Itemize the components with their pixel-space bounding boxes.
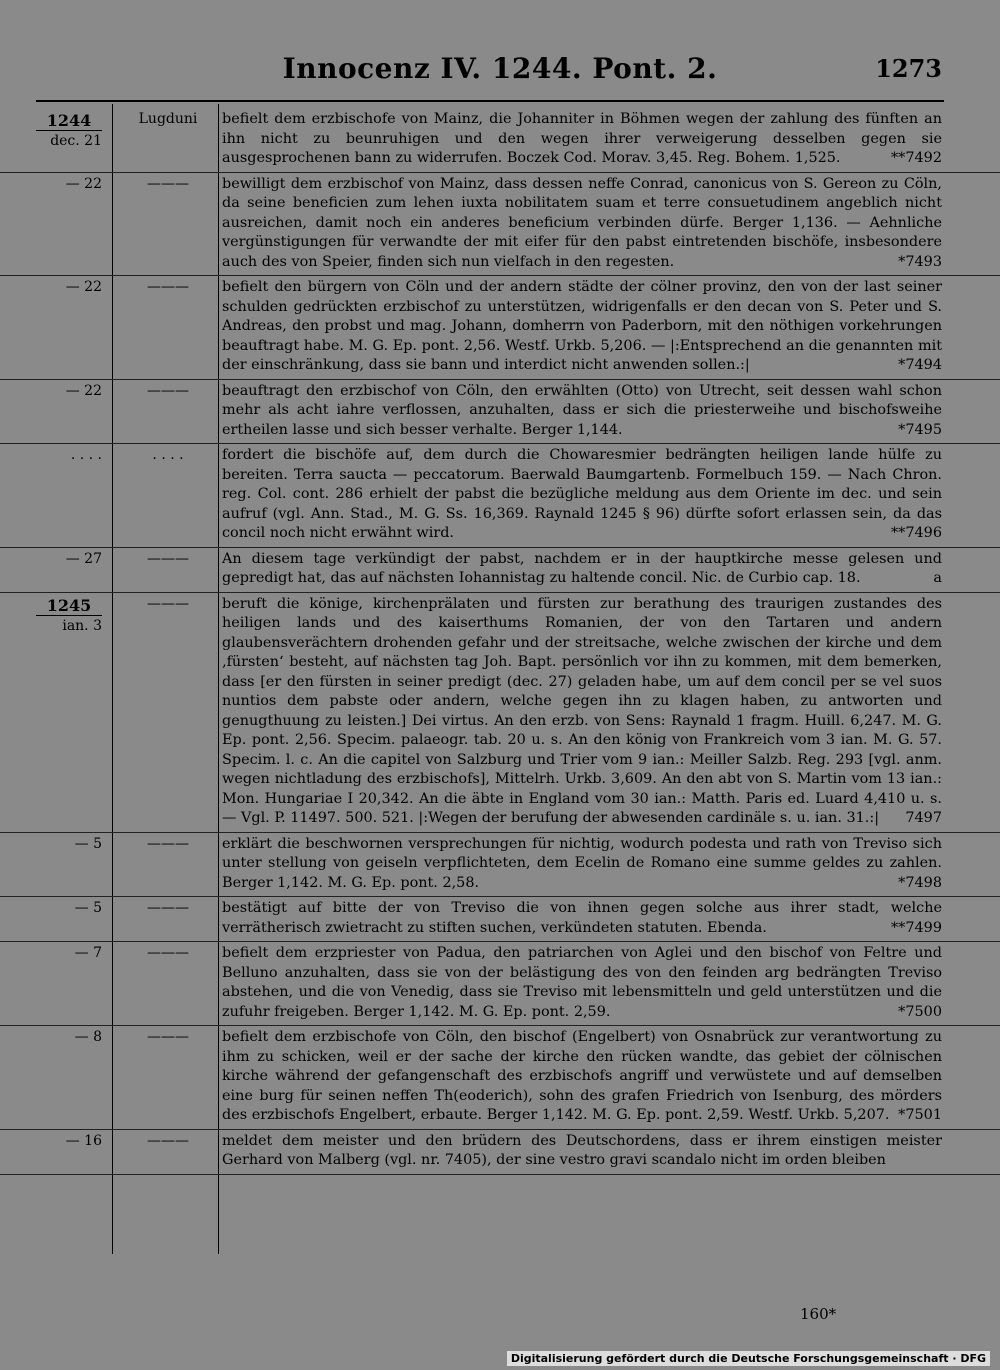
- regest-number: **7496: [890, 525, 942, 541]
- entry-place: ———: [147, 382, 189, 399]
- entry-row: [0, 108, 1000, 173]
- entry-row: [0, 380, 1000, 445]
- entry-date-text: . . . .: [70, 447, 102, 463]
- entry-text: fordert die bischöfe auf, dem durch die Chowaresmier bedrängten heiligen lande hülfe zu bereiten. Terra saucta — peccatorum. Baerwald Baumgartenb. Formelbuch 159. — Nach Chron. reg. Col. cont. 286 erhielt der pabst die bezügliche meldung aus dem Oriente im dec. und sein aufruf (vgl. Ann. Stad., M. G. Ss. 16,369. Raynald 1245 § 96) dürfte sofort erlassen sein, da das concil noch nicht erwähnt wird.: [222, 447, 942, 541]
- entry-text-block: [222, 548, 942, 592]
- regest-number: **7499: [890, 919, 942, 936]
- regest-number: *7500: [898, 1003, 942, 1020]
- entry-row: [0, 942, 1000, 1026]
- entry-date-text: — 27: [65, 550, 102, 567]
- entry-text-block: [222, 897, 942, 941]
- entry-text: beauftragt den erzbischof von Cöln, den erwählten (Otto) von Utrecht, seit dessen wahl schon mehr als acht iahre verflossen, anzuhalten, dass er sich die priesterweihe und bischofsweihe ertheilen lasse und sich besser verhalte. Berger 1,144.: [222, 382, 942, 438]
- entry-row: [0, 276, 1000, 380]
- entry-place: ———: [147, 900, 189, 916]
- page-title: Innocenz IV. 1244. Pont. 2.: [282, 52, 718, 85]
- entry-date: [36, 111, 102, 149]
- entry-text: bewilligt dem erzbischof von Mainz, dass dessen neffe Conrad, canonicus von S. Gereon zu Cöln, da seine beneficien zum lehen iuxta nobilitatem suam et terre consuetudinem angeblich nicht ausreichen, damit noch ein anderes beneficium verbinden dürfe. Berger 1,136. — Aehnliche vergünstigungen für verwandte der mit eifer für den pabst eintretenden bischöfe, insbesondere auch des von Speier, finden sich nun vielfach in den regesten.: [222, 175, 942, 270]
- entry-text-block: [222, 108, 942, 172]
- entry-row: [0, 897, 1000, 942]
- entry-text-block: [222, 942, 942, 1025]
- entry-date: [36, 279, 102, 295]
- entry-date-text: — 5: [74, 835, 102, 852]
- entry-text: befielt dem erzbischofe von Mainz, die Johanniter in Böhmen wegen der zahlung des fünften an ihn nicht zu beunruhigen und den wegen ihrer verweigerung desselben gegen sie ausgesprochenen bann zu widerrufen. Boczek Cod. Morav. 3,45. Reg. Bohem. 1,525.: [222, 111, 942, 166]
- entry-text-block: [222, 593, 942, 832]
- entry-row: [0, 173, 1000, 277]
- running-head: [0, 52, 1000, 92]
- regest-number: a: [933, 570, 942, 586]
- entry-place: ———: [147, 1029, 189, 1045]
- regesta-entries: [0, 108, 1000, 1175]
- entry-date: [36, 447, 102, 463]
- entry-date-text: dec. 21: [50, 133, 102, 149]
- entry-place: . . . .: [152, 447, 184, 463]
- page-number: 1273: [875, 54, 942, 83]
- entry-text: erklärt die beschwornen versprechungen für nichtig, wodurch podesta und rath von Treviso sich unter stellung von geiseln verpflichteten, dem Ecelin de Romano eine summe geldes zu zahlen. Berger 1,142. M. G. Ep. pont. 2,58.: [222, 835, 942, 891]
- entry-date: [36, 383, 102, 399]
- entry-row: [0, 444, 1000, 548]
- entry-date: [36, 900, 102, 916]
- entry-date: [36, 836, 102, 852]
- signature-mark: 160*: [800, 1305, 837, 1323]
- digitization-credit[interactable]: Digitalisierung gefördert durch die Deutsche Forschungsgemeinschaft · DFG: [507, 1351, 990, 1366]
- entry-row: [0, 593, 1000, 833]
- entry-place: ———: [147, 595, 189, 612]
- entry-place: Lugduni: [138, 111, 198, 127]
- entry-text: befielt den bürgern von Cöln und der andern städte der cölner provinz, den von der last seiner schulden gedrückten erzbischof zu unterstützen, widrigenfalls er den decan von S. Peter und S. Andreas, den probst und mag. Johann, domherrn von Paderborn, mit den nöthigen vorkehrungen beauftragt habe. M. G. Ep. pont. 2,56. Westf. Urkb. 5,206. — |:Entsprechend an die genannten mit der einschränkung, dass sie bann und interdict nicht anwenden sollen.:|: [222, 279, 942, 373]
- entry-date: [36, 945, 102, 961]
- entry-text-block: [222, 380, 942, 444]
- entry-text: befielt dem erzpriester von Padua, den patriarchen von Aglei und den bischof von Feltre und Belluno anzuhalten, dass sie von der belästigung des von den feinden arg bedrängten Treviso abstehen, und die von Venedig, dass sie Treviso mit lebensmitteln und geld unterstützen und die zufuhr freigeben. Berger 1,142. M. G. Ep. pont. 2,59.: [222, 945, 942, 1020]
- entry-date-text: ian. 3: [62, 617, 102, 634]
- entry-date-text: — 22: [65, 382, 102, 399]
- entry-date: [36, 596, 102, 634]
- entry-date-text: — 22: [65, 279, 102, 295]
- regest-number: *7495: [898, 421, 942, 438]
- entry-text-block: [222, 1026, 942, 1129]
- entry-date: [36, 1133, 102, 1149]
- entry-text-block: [222, 833, 942, 897]
- entry-date-text: — 5: [74, 900, 102, 916]
- entry-date: [36, 1029, 102, 1045]
- entry-text: meldet dem meister und den brüdern des Deutschordens, dass er ihrem einstigen meister Gerhard von Malberg (vgl. nr. 7405), der sine vestro gravi scandalo nicht im orden bleiben: [222, 1132, 942, 1168]
- entry-text: befielt dem erzbischofe von Cöln, den bischof (Engelbert) von Osnabrück zur verantwortung zu ihm zu schicken, weil er der sache der kirche den rücken wandte, das gebiet der cölnischen kirche während der gefangenschaft des erzbischofs angriff und verwüstete und auf demselben eine burg für seinen neffen Th(eoderich), sohn des grafen Friedrich von Isenburg, des mörders des erzbischofs Engelbert, erbaute. Berger 1,142. M. G. Ep. pont. 2,59. Westf. Urkb. 5,207.: [222, 1029, 942, 1123]
- entry-place: ———: [147, 835, 189, 852]
- entry-text: bestätigt auf bitte der von Treviso die von ihnen gegen solche aus ihrer stadt, welche verrätherisch zwietracht zu stiften suchen, verkündeten statuten. Ebenda.: [222, 900, 942, 936]
- regest-number: *7501: [898, 1107, 942, 1123]
- regest-number: **7492: [890, 150, 942, 166]
- entry-place: ———: [147, 175, 189, 192]
- entry-date: [36, 176, 102, 192]
- regest-number: *7494: [898, 357, 942, 373]
- entry-date-text: — 22: [65, 175, 102, 192]
- entry-place: ———: [147, 279, 189, 295]
- regest-number: *7498: [898, 874, 942, 891]
- entry-place: ———: [147, 1132, 189, 1149]
- entry-text: An diesem tage verkündigt der pabst, nachdem er in der hauptkirche messe gelesen und gepredigt hat, das auf nächsten Iohannistag zu haltende concil. Nic. de Curbio cap. 18.: [222, 550, 942, 586]
- entry-date-text: — 7: [74, 945, 102, 961]
- entry-text-block: [222, 276, 942, 379]
- entry-text-block: [222, 444, 942, 547]
- entry-text-block: [222, 173, 942, 276]
- regest-number: *7493: [898, 253, 942, 270]
- entry-row: [0, 548, 1000, 593]
- entry-text-block: [222, 1130, 942, 1174]
- entry-year: 1244: [36, 111, 102, 131]
- regest-number: 7497: [905, 810, 942, 826]
- entry-date-text: — 16: [65, 1132, 102, 1149]
- header-rule: [36, 100, 944, 102]
- entry-row: [0, 833, 1000, 898]
- entry-date: [36, 551, 102, 567]
- entry-place: ———: [147, 945, 189, 961]
- entry-year: 1245: [36, 596, 102, 616]
- entry-row: [0, 1130, 1000, 1175]
- entry-place: ———: [147, 550, 189, 567]
- entry-date-text: — 8: [74, 1029, 102, 1045]
- entry-row: [0, 1026, 1000, 1130]
- entry-text: beruft die könige, kirchenprälaten und fürsten zur berathung des traurigen zustandes des heiligen lands und des kaiserthums Romanien, der von den Tartaren und andern glaubensverächtern drohenden gefahr und der streitsache, welche zwischen der kirche und dem ‚fürsten‘ besteht, auf nächsten tag Joh. Bapt. persönlich vor ihn zu kommen, mit dem bemerken, dass [er den fürsten in seiner predigt (dec. 27) geladen habe, um auf dem concil per se vel suos nuntios dem pabste oder andern, welche gegen ihn zu klagen haben, zu antworten und genugthuung zu leisten.] Dei virtus. An den erzb. von Sens: Raynald 1 fragm. Huill. 6,247. M. G. Ep. pont. 2,56. Specim. palaeogr. tab. 20 u. s. An den könig von Frankreich vom 3 ian. M. G. 57. Specim. l. c. An die capitel von Salzburg und Trier vom 9 ian.: Meiller Salzb. Reg. 293 [vgl. anm. wegen nichtladung des erzbischofs], Mittelrh. Urkb. 3,609. An den abt von S. Martin vom 13 ian.: Mon. Hungariae I 20,342. An die äbte in England vom 30 ian.: Matth. Paris ed. Luard 4,410 u. s. — Vgl. P. 11497. 500. 521. |:Wegen der berufung der abwesenden cardinäle s. u. ian. 31.:|: [222, 595, 942, 826]
